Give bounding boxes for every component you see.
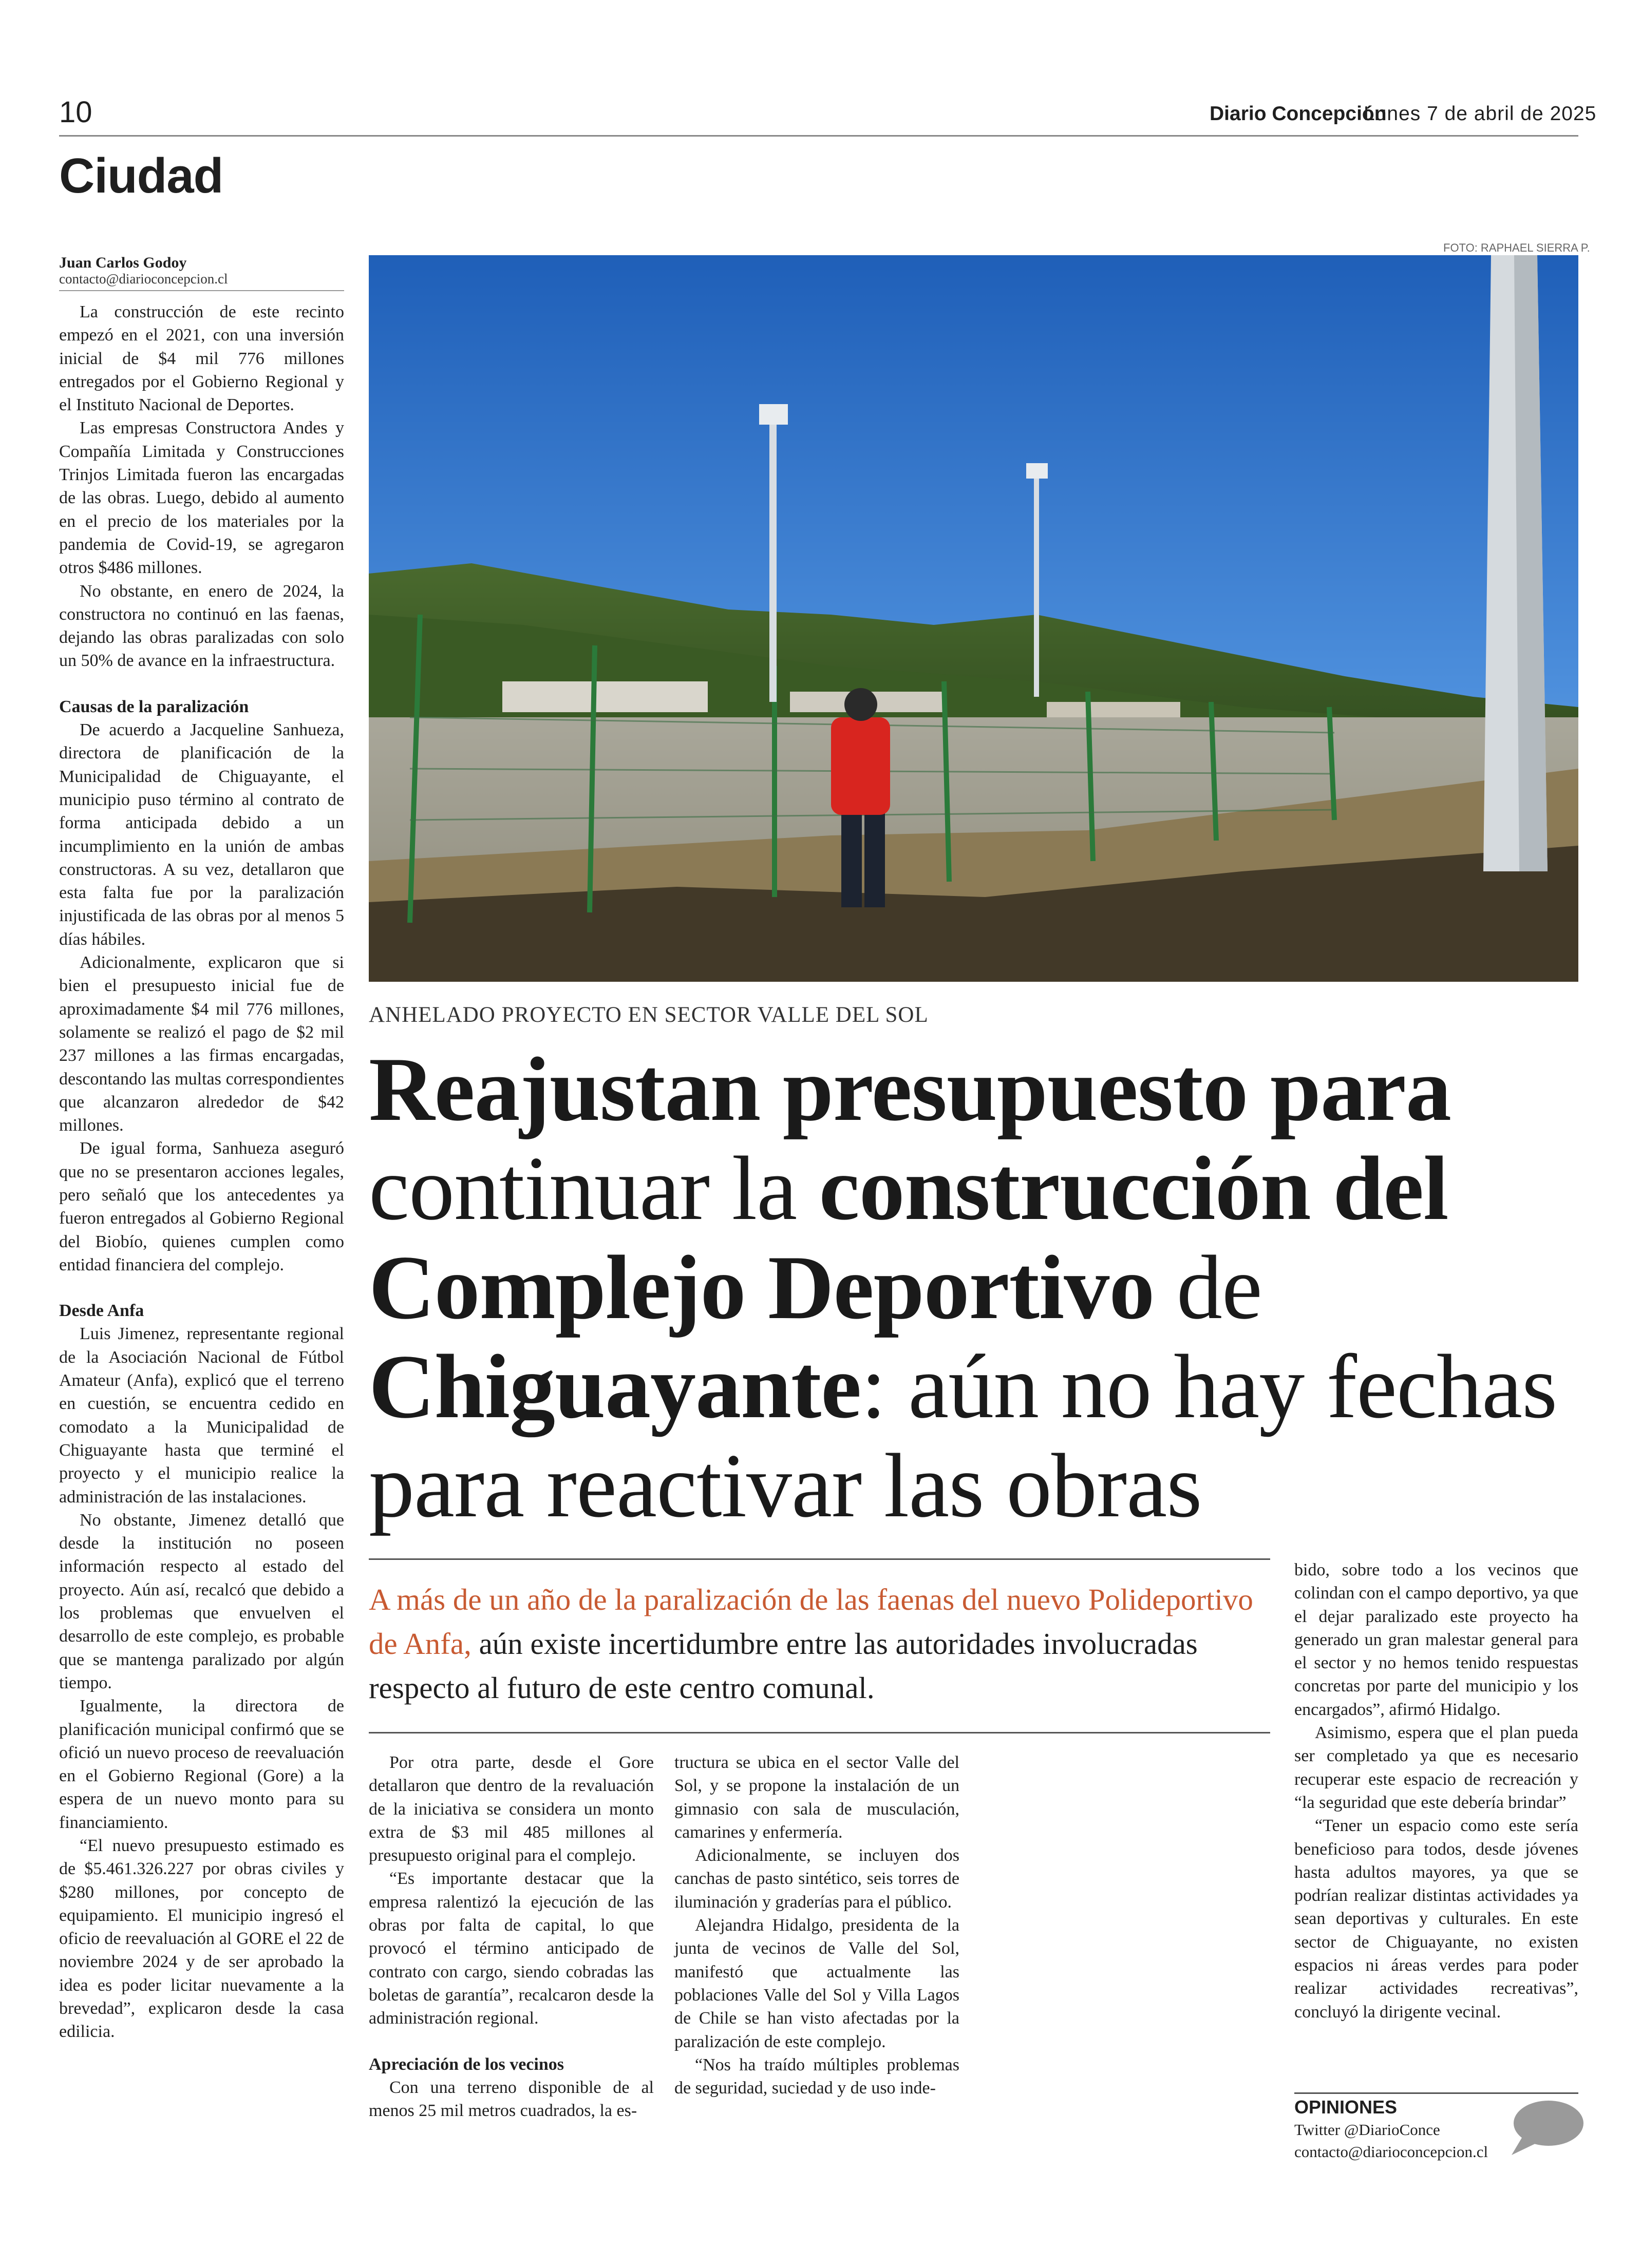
paragraph: La construcción de este recinto empezó en el 2021, con una inversión inicial de $4 mil 776 millones entregados por el Gobierno Regional y el Instituto Nacional de Deportes. <box>59 302 344 415</box>
paragraph: Adicionalmente, se incluyen dos canchas de pasto sintético, seis torres de iluminación y graderías para el público. <box>674 1846 959 1912</box>
lead-paragraph <box>369 1577 1273 1710</box>
subheading: Causas de la paralización <box>59 697 249 716</box>
opinions-email[interactable]: contacto@diarioconcepcion.cl <box>1294 2143 1488 2161</box>
headline-regular-2: de <box>1176 1236 1262 1338</box>
author-email: contacto@diarioconcepcion.cl <box>59 271 228 287</box>
headline-bold-2: construcción del Complejo Deportivo <box>369 1137 1448 1338</box>
paragraph: No obstante, Jimenez detalló que desde la institución no poseen información respecto al estado del proyecto. Aún así, recalcó que debido a los problemas que envuelven el desarrollo de este complejo, es probable que se mantenga paralizado por algún tiempo. <box>59 1510 344 1692</box>
middle-column-1 <box>369 1751 654 2122</box>
page-number: 10 <box>59 96 92 129</box>
paragraph: Por otra parte, desde el Gore detallaron que dentro de la revaluación de la iniciativa se considera un monto extra de $3 mil 485 millones al presupuesto original para el complejo. <box>369 1753 654 1865</box>
opinions-twitter[interactable]: Twitter @DiarioConce <box>1294 2121 1440 2139</box>
byline-rule <box>59 290 344 291</box>
opinions-rule <box>1294 2092 1578 2094</box>
paragraph: No obstante, en enero de 2024, la constructora no continuó en las faenas, dejando las obras paralizadas con solo un 50% de avance en la infraestructura. <box>59 581 344 671</box>
paragraph: De igual forma, Sanhueza aseguró que no se presentaron acciones legales, pero señaló que los antecedentes ya fueron entregados al Gobierno Regional del Biobío, quienes cumplen como entidad financiera del complejo. <box>59 1139 344 1274</box>
paragraph: Asimismo, espera que el plan pueda ser completado ya que es necesario recuperar este espacio de recreación y “la seguridad que este debería brindar” <box>1294 1723 1578 1812</box>
newspaper-name: Diario Concepción <box>1210 103 1387 125</box>
paragraph: De acuerdo a Jacqueline Sanhueza, directora de planificación de la Municipalidad de Chiguayante, el municipio puso término al contrato de forma anticipada debido a un incumplimiento en la unión de ambas constructoras. A su vez, detallaron que esta falta fue por la paralización injustificada de las obras por al menos 5 días hábiles. <box>59 720 344 949</box>
headline-bold-3: Chiguayante <box>369 1336 861 1437</box>
paragraph: Luis Jimenez, representante regional de la Asociación Nacional de Fútbol Amateur (Anfa), explicó que el terreno en cuestión, se encuentra cedido en comodato a la Municipalidad de Chiguayante hasta que terminé el proyecto y el municipio realice la administración de las instalaciones. <box>59 1324 344 1507</box>
subheading: Desde Anfa <box>59 1301 144 1321</box>
paragraph: Alejandra Hidalgo, presidenta de la junta de vecinos de Valle del Sol, manifestó que actualmente las poblaciones Valle del Sol y Villa Lagos de Chile se han visto afectadas por la paralización de este complejo. <box>674 1916 959 2051</box>
paragraph: Igualmente, la directora de planificación municipal confirmó que se ofició un nuevo proceso de reevaluación en el Gobierno Regional (Gore) a la espera de un nuevo monto para su financiamiento. <box>59 1697 344 1832</box>
opinions-title: OPINIONES <box>1294 2097 1398 2118</box>
left-column <box>59 300 344 2044</box>
lead-text: aún existe incertidumbre entre las autoridades involucradas respecto al futuro de este centro comunal. <box>369 1627 1198 1705</box>
speech-bubble-icon <box>1507 2098 1585 2159</box>
paragraph: Con una terreno disponible de al menos 25 mil metros cuadrados, la es- <box>369 2078 654 2121</box>
paragraph: “El nuevo presupuesto estimado es de $5.461.326.227 por obras civiles y $280 millones, por concepto de equipamiento. El municipio ingresó el oficio de reevaluación al GORE el 22 de noviembre 2024 y de ser aprobado la idea es poder licitar nuevamente a la brevedad”, explicaron desde la casa edilicia. <box>59 1836 344 2042</box>
photo-credit: FOTO: RAPHAEL SIERRA P. <box>1443 241 1590 254</box>
article-photo <box>369 255 1578 982</box>
headline-bold-1: Reajustan presupuesto para <box>369 1038 1451 1140</box>
sports-field-illustration <box>369 255 1578 982</box>
kicker: ANHELADO PROYECTO EN SECTOR VALLE DEL SOL <box>369 1003 929 1027</box>
right-column <box>1294 1558 1578 2024</box>
subheading: Apreciación de los vecinos <box>369 2054 564 2074</box>
paragraph: bido, sobre todo a los vecinos que colindan con el campo deportivo, ya que el dejar paralizado este proyecto ha generado un gran malestar general para el sector y no hemos tenido respuestas concretas por parte del municipio y los encargados”, afirmó Hidalgo. <box>1294 1560 1578 1719</box>
headline <box>369 1040 1581 1535</box>
lead-highlight: A más de un año de la paralización de las faenas del nuevo Polideportivo de Anfa, <box>369 1583 1253 1661</box>
paragraph: “Tener un espacio como este sería beneficioso para todos, desde jóvenes hasta adultos mayores, ya que se podrían realizar distintas actividades ya sean deportivas y culturales. En este sector de Chiguayante, no existen espacios ni áreas verdes para poder realizar actividades recreativas”, concluyó la dirigente vecinal. <box>1294 1816 1578 2022</box>
lead-rule-bottom <box>369 1732 1270 1733</box>
paragraph: Adicionalmente, explicaron que si bien el presupuesto inicial fue de aproximadamente $4 mil 776 millones, solamente se realizó el pago de $2 mil 237 millones a las firmas encargadas, descontando las multas correspondientes que alcanzaron alrededor de $42 millones. <box>59 953 344 1135</box>
lead-rule-top <box>369 1558 1270 1560</box>
paragraph: “Nos ha traído múltiples problemas de seguridad, suciedad y de uso inde- <box>674 2055 959 2098</box>
section-title: Ciudad <box>59 148 223 203</box>
headline-regular-1: continuar la <box>369 1137 797 1239</box>
paragraph: tructura se ubica en el sector Valle del Sol, y se propone la instalación de un gimnasio con sala de musculación, camarines y enfermería. <box>674 1753 959 1842</box>
author-name: Juan Carlos Godoy <box>59 254 187 271</box>
paragraph: “Es importante destacar que la empresa ralentizó la ejecución de las obras por falta de capital, lo que provocó el término anticipado de contrato con cargo, siendo cobradas las boletas de garantía”, recalcaron desde la administración regional. <box>369 1869 654 2028</box>
paragraph: Las empresas Constructora Andes y Compañía Limitada y Construcciones Trinjos Limitada fueron las encargadas de las obras. Luego, debido al aumento en el precio de los materiales por la pandemia de Covid-19, se agregaron otros $486 millones. <box>59 418 344 578</box>
header-rule <box>59 135 1578 137</box>
publication-date: Lunes 7 de abril de 2025 <box>1364 103 1597 125</box>
headline-regular-3: : aún no hay fechas para reactivar las obras <box>369 1336 1557 1536</box>
middle-column-2 <box>674 1751 959 2100</box>
